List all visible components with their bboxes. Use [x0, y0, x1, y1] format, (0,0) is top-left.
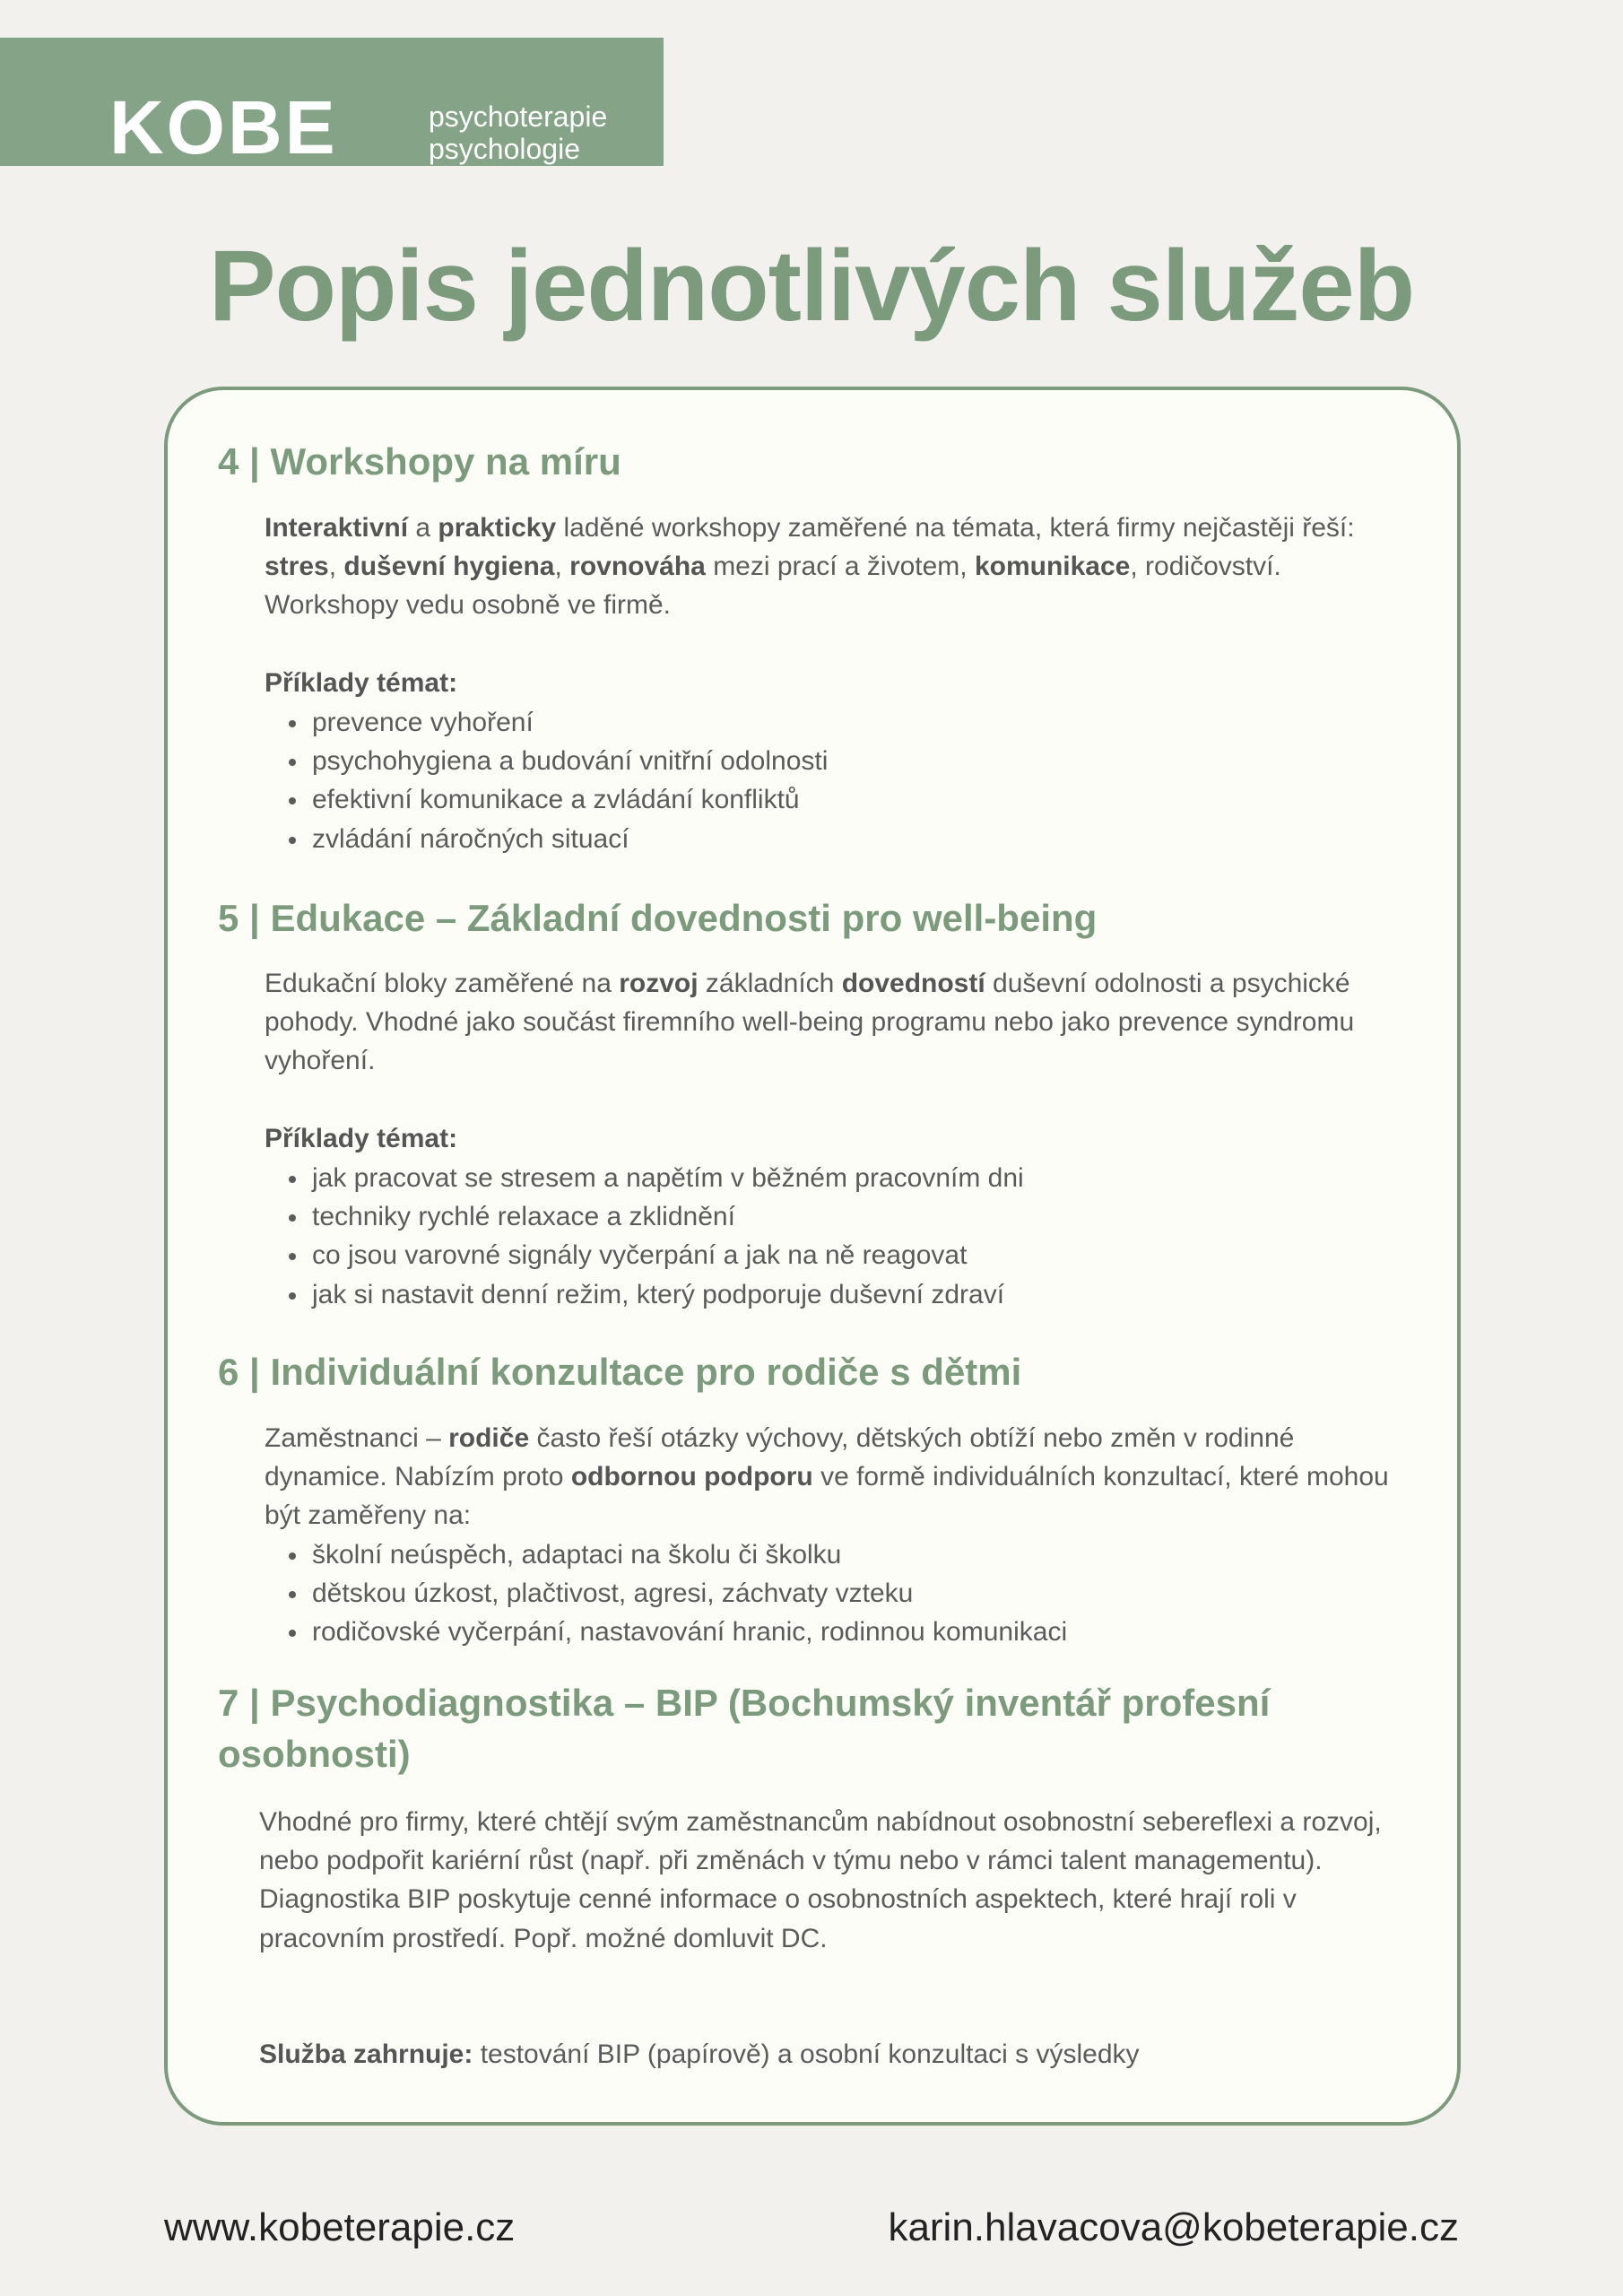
bold-text: rovnováha [569, 552, 706, 582]
text: , rodičovství. Workshopy vedu osobně ve firmě. [265, 552, 1281, 621]
website-link[interactable]: www.kobeterapie.cz [164, 2205, 516, 2249]
list-item: efektivní komunikace a zvládání konfliktů [289, 780, 828, 819]
section-paragraph [265, 964, 1385, 1081]
text: a [408, 513, 438, 543]
list-item: dětskou úzkost, plačtivost, agresi, záchvaty vzteku [289, 1574, 1067, 1613]
section-paragraph [265, 509, 1376, 625]
section-paragraph [265, 1419, 1403, 1535]
bold-text: odbornou podporu [570, 1462, 813, 1492]
list-item: školní neúspěch, adaptaci na školu či školku [289, 1535, 1067, 1574]
bold-text: prakticky [438, 513, 557, 543]
examples-label: Příklady témat: [265, 668, 458, 698]
page-title: Popis jednotlivých služeb [208, 230, 1415, 342]
section-heading: 4 | Workshopy na míru [218, 440, 621, 483]
text: Zaměstnanci – [265, 1423, 449, 1453]
examples-list [289, 703, 828, 858]
section-heading: 6 | Individuální konzultace pro rodiče s dětmi [218, 1351, 1022, 1393]
list-item: jak si nastavit denní režim, který podporuje duševní zdraví [289, 1275, 1024, 1314]
email-link[interactable]: karin.hlavacova@kobeterapie.cz [888, 2205, 1459, 2249]
bold-text: rozvoj [619, 969, 699, 998]
bold-text: dovedností [841, 969, 985, 998]
text: Vhodné pro firmy, které chtějí svým zaměstnancům nabídnout osobnostní sebereflexi a rozvoj, nebo podpořit kariérní růst (např. při změnách v týmu nebo v rámci talent managementu). Diagnostika BIP poskytuje cenné informace o osobnostních aspektech, které hrají roli v pracovním prostředí. Popř. možné domluvit DC. [259, 1807, 1382, 1953]
text: mezi prací a životem, [705, 552, 975, 582]
bold-text: duševní hygiena [343, 552, 555, 582]
logo-wordmark: KOBE [109, 85, 338, 170]
list-item: psychohygiena a budování vnitřní odolnosti [289, 742, 828, 780]
list-item: techniky rychlé relaxace a zklidnění [289, 1197, 1024, 1236]
section-heading: 5 | Edukace – Základní dovednosti pro well-being [218, 897, 1098, 939]
bold-text: stres [265, 552, 329, 582]
list-item: co jsou varovné signály vyčerpání a jak na ně reagovat [289, 1236, 1024, 1274]
text: duševní odolnosti a psychické pohody. Vhodné jako součást firemního well-being programu nebo jako prevence syndromu vyhoření. [265, 969, 1355, 1076]
service-includes: Služba zahrnuje: testování BIP (papírově) a osobní konzultaci s výsledky [259, 2039, 1140, 2069]
text: laděné workshopy zaměřené na témata, která firmy nejčastěji řeší: [556, 513, 1355, 543]
text: ve formě individuálních konzultací, které mohou být zaměřeny na: [265, 1462, 1389, 1531]
bold-text: rodiče [448, 1423, 530, 1453]
logo-banner [0, 38, 664, 170]
list-item: prevence vyhoření [289, 703, 828, 742]
text: , [328, 552, 344, 582]
bold-text: komunikace [974, 552, 1131, 582]
logo-tagline: psychoterapie psychologie [429, 100, 608, 165]
list-item: rodičovské vyčerpání, nastavování hranic, rodinnou komunikaci [289, 1613, 1067, 1651]
text: základních [698, 969, 842, 998]
text: Edukační bloky zaměřené na [265, 969, 620, 998]
examples-label: Příklady témat: [265, 1124, 458, 1153]
text: často řeší otázky výchovy, dětských obtíží nebo změn v rodinné dynamice. Nabízím proto [265, 1423, 1295, 1492]
examples-list [289, 1159, 1024, 1314]
bold-text: Interaktivní [265, 513, 409, 543]
list-item: zvládání náročných situací [289, 820, 828, 858]
list-item: jak pracovat se stresem a napětím v běžném pracovním dni [289, 1159, 1024, 1197]
section-heading: 7 | Psychodiagnostika – BIP (Bochumský inventář profesní osobnosti) [218, 1682, 1271, 1775]
text: , [554, 552, 570, 582]
section-paragraph [259, 1803, 1416, 1958]
bullet-list [289, 1535, 1067, 1652]
